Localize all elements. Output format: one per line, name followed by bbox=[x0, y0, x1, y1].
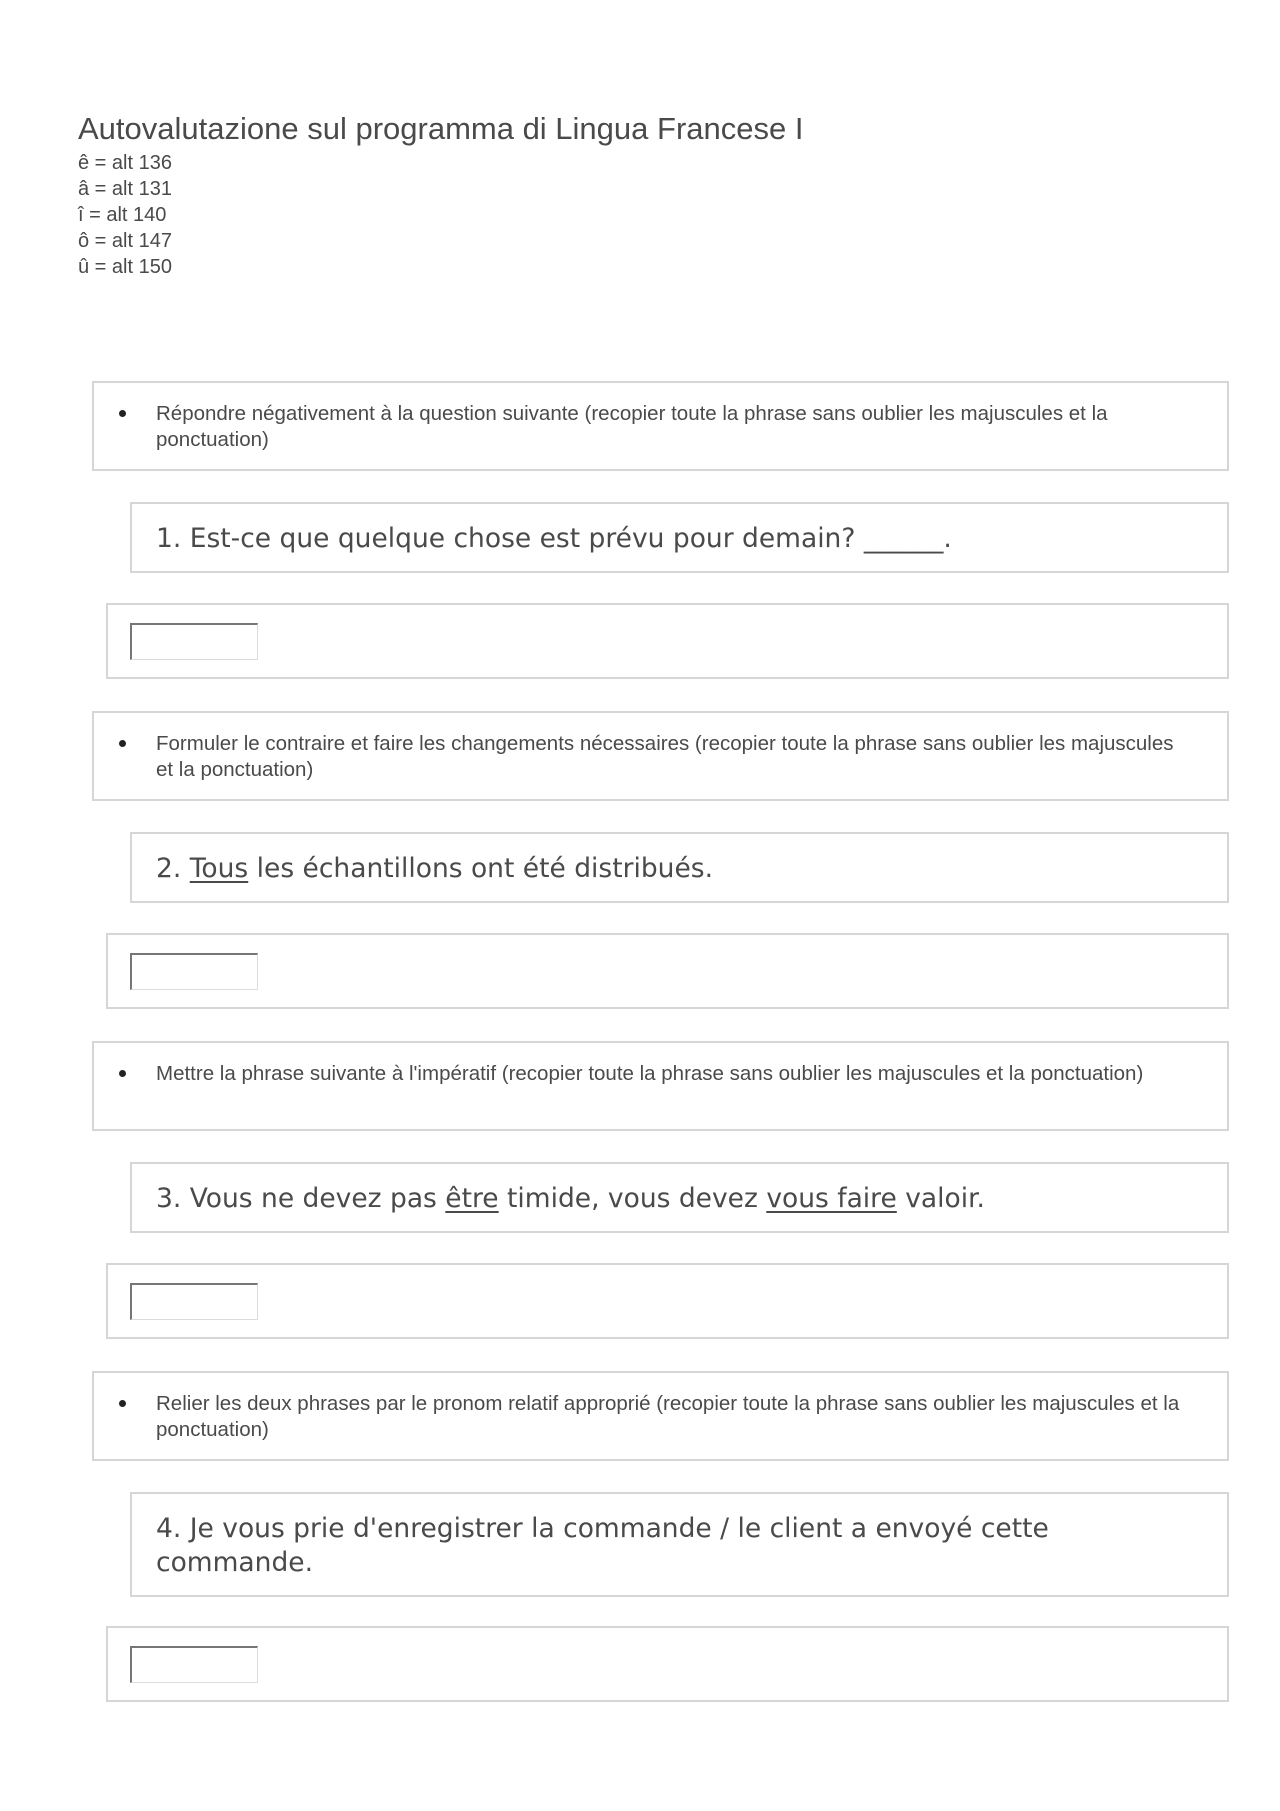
bullet-icon bbox=[119, 1400, 126, 1407]
instruction-text-3: Mettre la phrase suivante à l'impératif (recopier toute la phrase sans oublier les majuscules et la ponctuation) bbox=[156, 1062, 1144, 1085]
instruction-box-2 bbox=[92, 711, 1229, 801]
alt-code-a-circumflex: â = alt 131 bbox=[78, 178, 172, 200]
question-text-2: 2. Tous les échantillons ont été distribués. bbox=[156, 853, 714, 884]
instruction-box-4 bbox=[92, 1371, 1229, 1461]
question-box-2 bbox=[130, 832, 1229, 903]
answer-box-3 bbox=[106, 1263, 1229, 1339]
answer-box-4 bbox=[106, 1626, 1229, 1702]
question-number-2: 2. bbox=[156, 853, 182, 884]
answer-box-1 bbox=[106, 603, 1229, 679]
instruction-text-2: Formuler le contraire et faire les changements nécessaires (recopier toute la phrase sans oublier les majuscules et la ponctuation) bbox=[156, 732, 1174, 781]
underlined-word: être bbox=[445, 1183, 499, 1214]
alt-code-i-circumflex: î = alt 140 bbox=[78, 204, 167, 226]
instruction-text-4: Relier les deux phrases par le pronom relatif approprié (recopier toute la phrase sans oublier les majuscules et la ponctuation) bbox=[156, 1392, 1180, 1441]
question-text-1: 1. Est-ce que quelque chose est prévu pour demain? ______. bbox=[156, 523, 952, 554]
page-title: Autovalutazione sul programma di Lingua Francese I bbox=[78, 111, 804, 146]
bullet-icon bbox=[119, 740, 126, 747]
answer-box-2 bbox=[106, 933, 1229, 1009]
question-number-4: 4. bbox=[156, 1513, 182, 1544]
question-text-4: 4. Je vous prie d'enregistrer la commande / le client a envoyé cette commande. bbox=[156, 1513, 1049, 1578]
instruction-box-3 bbox=[92, 1041, 1229, 1131]
question-text-3: 3. Vous ne devez pas être timide, vous devez vous faire valoir. bbox=[156, 1183, 985, 1214]
instruction-box-1 bbox=[92, 381, 1229, 471]
underlined-phrase: vous faire bbox=[766, 1183, 897, 1214]
question-number-1: 1. bbox=[156, 523, 182, 554]
bullet-icon bbox=[119, 1070, 126, 1077]
answer-input-1[interactable] bbox=[130, 623, 258, 660]
question-box-1 bbox=[130, 502, 1229, 573]
answer-input-2[interactable] bbox=[130, 953, 258, 990]
page-header bbox=[78, 110, 803, 280]
instruction-text-1: Répondre négativement à la question suivante (recopier toute la phrase sans oublier les majuscules et la ponctuation) bbox=[156, 402, 1108, 451]
question-box-3 bbox=[130, 1162, 1229, 1233]
bullet-icon bbox=[119, 410, 126, 417]
question-blank-1: ______ bbox=[863, 523, 944, 554]
underlined-word: Tous bbox=[189, 853, 249, 884]
alt-code-e-circumflex: ê = alt 136 bbox=[78, 152, 172, 174]
alt-code-o-circumflex: ô = alt 147 bbox=[78, 230, 172, 252]
question-number-3: 3. bbox=[156, 1183, 182, 1214]
answer-input-4[interactable] bbox=[130, 1646, 258, 1683]
alt-code-u-circumflex: û = alt 150 bbox=[78, 256, 172, 278]
question-box-4 bbox=[130, 1492, 1229, 1597]
answer-input-3[interactable] bbox=[130, 1283, 258, 1320]
alt-code-legend bbox=[78, 150, 803, 280]
